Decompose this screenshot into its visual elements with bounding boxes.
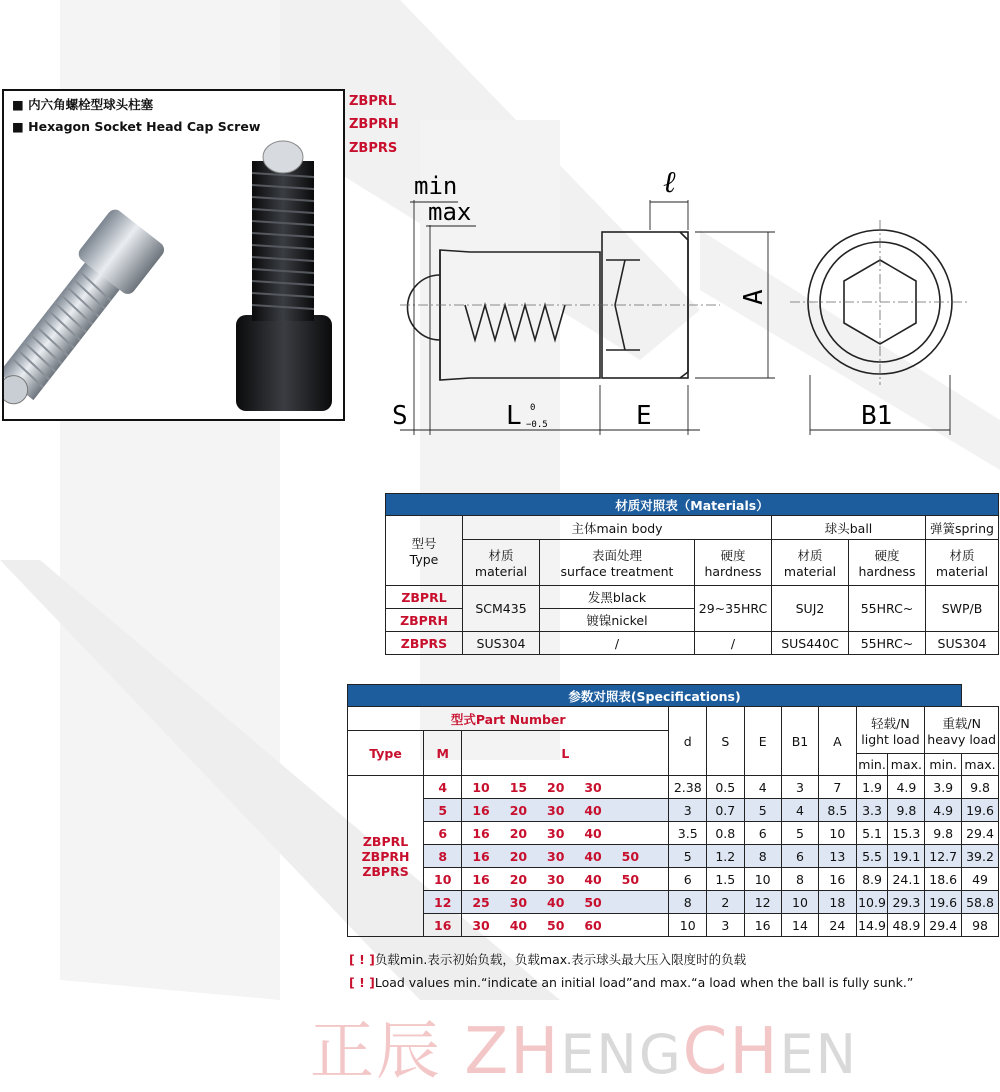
hardness-none: / — [695, 632, 772, 655]
spec-m: 8 — [424, 845, 462, 868]
spec-b1: 10 — [781, 891, 818, 914]
materials-type-zbprs: ZBPRS — [386, 632, 463, 655]
spec-lmax: 29.3 — [888, 891, 925, 914]
spec-l-value: 20 — [500, 868, 537, 891]
header-type: Type — [348, 731, 424, 776]
sub-header-ball-material: 材质 material — [772, 540, 849, 586]
spec-a: 24 — [819, 914, 856, 937]
spec-l-value — [612, 914, 649, 937]
spec-b1: 4 — [781, 799, 818, 822]
spec-hmin: 18.6 — [925, 868, 962, 891]
spring-sus304: SUS304 — [926, 632, 999, 655]
label-L-tol-upper: 0 — [530, 403, 536, 413]
materials-title: 材质对照表（Materials） — [386, 494, 999, 516]
spec-row — [348, 776, 999, 799]
spec-s: 0.8 — [707, 822, 744, 845]
ball-hardness-55: 55HRC~ — [849, 586, 926, 632]
spec-m: 16 — [424, 914, 462, 937]
spec-l-value: 40 — [574, 845, 611, 868]
spec-lmin: 5.5 — [856, 845, 888, 868]
sub-header-spring-material: 材质 material — [926, 540, 999, 586]
spec-lmin: 14.9 — [856, 914, 888, 937]
spec-hmin: 4.9 — [925, 799, 962, 822]
spec-l-value: 30 — [537, 799, 574, 822]
label-max: max — [428, 198, 472, 226]
spec-d: 10 — [669, 914, 707, 937]
header-E: E — [744, 707, 781, 776]
spec-d: 6 — [669, 868, 707, 891]
surface-none: / — [540, 632, 695, 655]
spec-type-zbprh: ZBPRH — [361, 848, 410, 864]
sub-header-ball-hardness: 硬度 hardness — [849, 540, 926, 586]
spec-l-value: 20 — [537, 776, 574, 799]
code-zbprl: ZBPRL — [349, 94, 397, 109]
label-ell: ℓ — [663, 165, 676, 200]
spec-d: 3 — [669, 799, 707, 822]
group-spring: 弹簧spring — [926, 516, 999, 540]
part-number-header: 型式Part Number — [348, 707, 669, 731]
note-cn: [ ! ]负载min.表示初始负载，负载max.表示球头最大压入限度时的负载 — [349, 952, 747, 967]
spec-m: 6 — [424, 822, 462, 845]
materials-table — [385, 493, 999, 655]
spec-l-value: 30 — [500, 891, 537, 914]
spec-m: 4 — [424, 776, 462, 799]
spec-b1: 8 — [781, 868, 818, 891]
spec-l-value: 20 — [500, 845, 537, 868]
ball-material-sus440c: SUS440C — [772, 632, 849, 655]
spec-l-pad — [649, 891, 669, 914]
materials-type-zbprh: ZBPRH — [386, 609, 463, 632]
materials-type-zbprl: ZBPRL — [386, 586, 463, 609]
spec-a: 7 — [819, 776, 856, 799]
spec-l-value: 30 — [537, 822, 574, 845]
spec-l-value: 50 — [612, 845, 649, 868]
header-S: S — [707, 707, 744, 776]
label-S: S — [392, 401, 408, 431]
spec-l-value: 16 — [462, 822, 500, 845]
spec-a: 16 — [819, 868, 856, 891]
spec-hmax: 19.6 — [962, 799, 999, 822]
product-title-cn: ■ 内六角螺栓型球头柱塞 — [12, 97, 154, 112]
spec-b1: 14 — [781, 914, 818, 937]
spec-row — [348, 822, 999, 845]
spec-d: 5 — [669, 845, 707, 868]
spec-lmax: 15.3 — [888, 822, 925, 845]
spec-hmax: 39.2 — [962, 845, 999, 868]
spec-l-value — [612, 799, 649, 822]
header-light-max: max. — [888, 754, 925, 776]
label-B1: B1 — [861, 401, 893, 431]
spring-swp: SWP/B — [926, 586, 999, 632]
spec-a: 10 — [819, 822, 856, 845]
spec-l-pad — [649, 868, 669, 891]
header-heavy-load: 重载/N heavy load — [925, 707, 999, 754]
ball-material-suj2: SUJ2 — [772, 586, 849, 632]
header-B1: B1 — [781, 707, 818, 776]
spec-s: 2 — [707, 891, 744, 914]
spec-l-value — [612, 891, 649, 914]
spec-l-value: 50 — [612, 868, 649, 891]
spec-l-value: 20 — [500, 822, 537, 845]
brand-watermark: 正辰 ZHENGCHEN — [310, 1015, 858, 1089]
product-photo-box — [2, 89, 345, 421]
spec-s: 1.5 — [707, 868, 744, 891]
spec-lmin: 5.1 — [856, 822, 888, 845]
label-L-tol-lower: −0.5 — [526, 420, 548, 430]
spec-l-value — [612, 776, 649, 799]
spec-types — [348, 776, 424, 937]
ball-hardness-55-s: 55HRC~ — [849, 632, 926, 655]
spec-row — [348, 845, 999, 868]
label-min: min — [414, 172, 458, 200]
spec-l-pad — [649, 799, 669, 822]
spec-b1: 3 — [781, 776, 818, 799]
spec-lmax: 19.1 — [888, 845, 925, 868]
spec-hmax: 58.8 — [962, 891, 999, 914]
spec-m: 12 — [424, 891, 462, 914]
spec-row — [348, 799, 999, 822]
spec-l-value: 40 — [500, 914, 537, 937]
spec-e: 6 — [744, 822, 781, 845]
spec-lmin: 1.9 — [856, 776, 888, 799]
sub-header-body-hardness: 硬度 hardness — [695, 540, 772, 586]
spec-lmin: 3.3 — [856, 799, 888, 822]
spec-e: 4 — [744, 776, 781, 799]
spec-hmin: 3.9 — [925, 776, 962, 799]
header-light-min: min. — [856, 754, 888, 776]
spec-hmax: 49 — [962, 868, 999, 891]
spec-lmax: 9.8 — [888, 799, 925, 822]
spec-a: 8.5 — [819, 799, 856, 822]
spec-a: 18 — [819, 891, 856, 914]
spec-hmax: 29.4 — [962, 822, 999, 845]
spec-m: 10 — [424, 868, 462, 891]
sub-header-surface: 表面处理 surface treatment — [540, 540, 695, 586]
spec-hmin: 19.6 — [925, 891, 962, 914]
spec-l-value: 50 — [537, 914, 574, 937]
spec-row — [348, 891, 999, 914]
spec-e: 10 — [744, 868, 781, 891]
spec-hmin: 12.7 — [925, 845, 962, 868]
label-A: A — [739, 289, 769, 305]
spec-l-value: 30 — [537, 868, 574, 891]
spec-hmax: 98 — [962, 914, 999, 937]
header-M: M — [424, 731, 462, 776]
spec-d: 3.5 — [669, 822, 707, 845]
spec-lmax: 24.1 — [888, 868, 925, 891]
spec-row — [348, 868, 999, 891]
specs-title: 参数对照表(Specifications) — [348, 685, 962, 707]
spec-b1: 6 — [781, 845, 818, 868]
materials-type-header: 型号 Type — [386, 516, 463, 586]
code-zbprh: ZBPRH — [349, 117, 399, 132]
technical-drawing — [380, 140, 1000, 440]
spec-l-value: 25 — [462, 891, 500, 914]
label-L: L — [506, 401, 522, 431]
spec-e: 16 — [744, 914, 781, 937]
spec-l-value: 30 — [574, 776, 611, 799]
product-photo — [4, 91, 343, 419]
spec-lmax: 48.9 — [888, 914, 925, 937]
spec-l-value: 40 — [574, 868, 611, 891]
spec-l-pad — [649, 845, 669, 868]
spec-hmin: 9.8 — [925, 822, 962, 845]
hardness-29-35: 29~35HRC — [695, 586, 772, 632]
spec-m: 5 — [424, 799, 462, 822]
surface-nickel: 镀镍nickel — [540, 609, 695, 632]
spec-e: 8 — [744, 845, 781, 868]
spec-l-value: 30 — [537, 845, 574, 868]
spec-a: 13 — [819, 845, 856, 868]
spec-l-value: 40 — [537, 891, 574, 914]
spec-type-zbprl: ZBPRL — [362, 833, 409, 849]
spec-d: 2.38 — [669, 776, 707, 799]
spec-l-value: 16 — [462, 868, 500, 891]
spec-row — [348, 914, 999, 937]
header-L: L — [462, 731, 669, 776]
header-light-load: 轻载/N light load — [856, 707, 925, 754]
spec-lmin: 8.9 — [856, 868, 888, 891]
spec-l-value — [612, 822, 649, 845]
spec-l-value: 16 — [462, 845, 500, 868]
spec-l-pad — [649, 914, 669, 937]
spec-s: 0.7 — [707, 799, 744, 822]
header-d: d — [669, 707, 707, 776]
spec-type-zbprs: ZBPRS — [362, 863, 409, 879]
spec-l-value: 15 — [500, 776, 537, 799]
spec-l-pad — [649, 822, 669, 845]
spec-l-value: 16 — [462, 799, 500, 822]
header-A: A — [819, 707, 856, 776]
spec-l-pad — [649, 776, 669, 799]
spec-s: 3 — [707, 914, 744, 937]
product-title-en: ■ Hexagon Socket Head Cap Screw — [12, 119, 261, 134]
spec-l-value: 10 — [462, 776, 500, 799]
label-E: E — [636, 401, 652, 431]
spec-l-value: 30 — [462, 914, 500, 937]
spec-hmin: 29.4 — [925, 914, 962, 937]
material-sus304: SUS304 — [463, 632, 540, 655]
spec-s: 1.2 — [707, 845, 744, 868]
material-scm435: SCM435 — [463, 586, 540, 632]
spec-e: 5 — [744, 799, 781, 822]
note-en: [ ! ]Load values min.“indicate an initial load”and max.“a load when the ball is fully sunk.” — [349, 975, 914, 990]
spec-l-value: 60 — [574, 914, 611, 937]
spec-b1: 5 — [781, 822, 818, 845]
sub-header-body-material: 材质 material — [463, 540, 540, 586]
code-zbprs: ZBPRS — [349, 141, 398, 156]
spec-d: 8 — [669, 891, 707, 914]
spec-hmax: 9.8 — [962, 776, 999, 799]
spec-l-value: 20 — [500, 799, 537, 822]
spec-l-value: 40 — [574, 822, 611, 845]
header-heavy-min: min. — [925, 754, 962, 776]
surface-black: 发黑black — [540, 586, 695, 609]
spec-lmax: 4.9 — [888, 776, 925, 799]
spec-l-value: 40 — [574, 799, 611, 822]
group-ball: 球头ball — [772, 516, 926, 540]
header-heavy-max: max. — [962, 754, 999, 776]
spec-l-value: 50 — [574, 891, 611, 914]
spec-e: 12 — [744, 891, 781, 914]
spec-s: 0.5 — [707, 776, 744, 799]
group-main-body: 主体main body — [463, 516, 772, 540]
specifications-table — [347, 684, 999, 937]
spec-lmin: 10.9 — [856, 891, 888, 914]
